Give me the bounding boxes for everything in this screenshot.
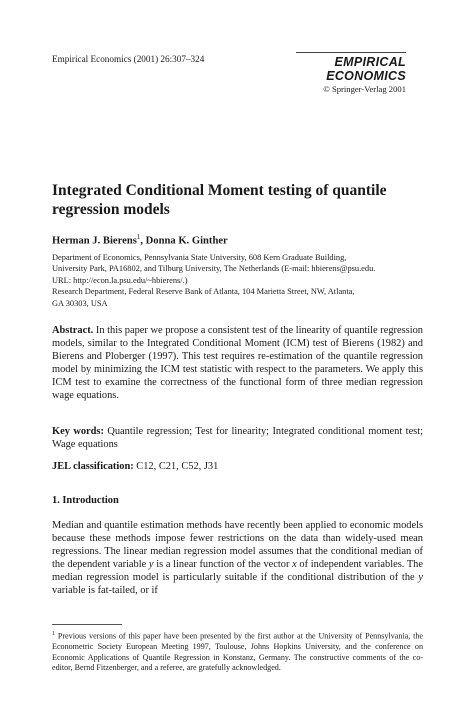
variable-y: y [418, 571, 423, 583]
introduction-paragraph [52, 520, 423, 597]
jel-classification [52, 461, 423, 474]
affiliation-url-line[interactable]: URL: http://econ.la.psu.edu/~hbierens/.) [52, 275, 188, 285]
abstract-label: Abstract. [52, 325, 94, 336]
section-heading-introduction: 1. Introduction [52, 495, 119, 506]
jel-codes: C12, C21, C52, J31 [136, 461, 219, 472]
variable-y: y [148, 558, 154, 570]
variable-x: x [292, 558, 297, 570]
intro-text: of independent variables. The median regression model is particularly suitable if the conditional distribution of the [52, 558, 423, 583]
journal-logo [296, 52, 406, 94]
intro-text: is a linear function of the vector [153, 558, 293, 570]
author-ginther: Donna K. Ginther [145, 235, 228, 247]
affiliations [52, 252, 432, 309]
journal-citation: Empirical Economics (2001) 26:307–324 [52, 54, 205, 64]
journal-name-line2: ECONOMICS [326, 69, 406, 83]
logo-rule [296, 52, 406, 53]
publisher-copyright: © Springer-Verlag 2001 [323, 84, 406, 94]
author-separator: , [140, 235, 146, 247]
affiliation-line: Research Department, Federal Reserve Bank of Atlanta, 104 Marietta Street, NW, Atlanta, [52, 287, 355, 297]
intro-text: Median and quantile estimation methods have recently been applied to economic models because these methods impose fewer restrictions on the data than widely-used mean regressions. The linear median regression model assumes that the conditional median of the dependent variable [52, 520, 423, 570]
jel-label: JEL classification: [52, 461, 134, 472]
affiliation-line: University Park, PA16802, and Tilburg University, The Netherlands (E-mail: hbierens@psu.edu. [52, 264, 376, 274]
keywords-text: Quantile regression; Test for linearity; Integrated conditional moment test; Wage equations [52, 426, 423, 450]
footnote-marker[interactable]: 1 [136, 233, 141, 241]
author-line [52, 233, 228, 247]
affiliation-line: Department of Economics, Pennsylvania State University, 608 Kern Graduate Building, [52, 253, 347, 262]
footnote-text: Previous versions of this paper have been presented by the first author at the University of Pennsylvania, the Econometric Society European Meeting 1997, Toulouse, Johns Hopkins University, and the conference on Economic Applications of Quantile Regression in Konstanz, Germany. The constructive comments of the co-editor, Bernd Fitzenberger, and a referee, are gratefully acknowledged. [52, 631, 423, 673]
intro-text: variable is fat-tailed, or if [52, 584, 158, 596]
paper-title: Integrated Conditional Moment testing of quantile regression models [52, 182, 387, 218]
journal-name-line1: EMPIRICAL [334, 55, 406, 69]
footnote [52, 629, 423, 674]
keywords [52, 426, 423, 452]
keywords-label: Key words: [52, 426, 104, 437]
abstract [52, 325, 423, 402]
author-bierens: Herman J. Bierens [52, 235, 137, 247]
affiliation-line: GA 30303, USA [52, 298, 108, 308]
footnote-number: 1 [52, 631, 55, 637]
footnote-rule [52, 624, 122, 625]
abstract-text: In this paper we propose a consistent test of the linearity of quantile regression models, similar to the Integrated Conditional Moment (ICM) test of Bierens (1982) and Bierens and Ploberger (1997). This test requires re-estimation of the quantile regression model by minimizing the ICM test statistic with respect to the parameters. We apply this ICM test to examine the correctness of the functional form of three median regression wage equations. [52, 325, 423, 401]
